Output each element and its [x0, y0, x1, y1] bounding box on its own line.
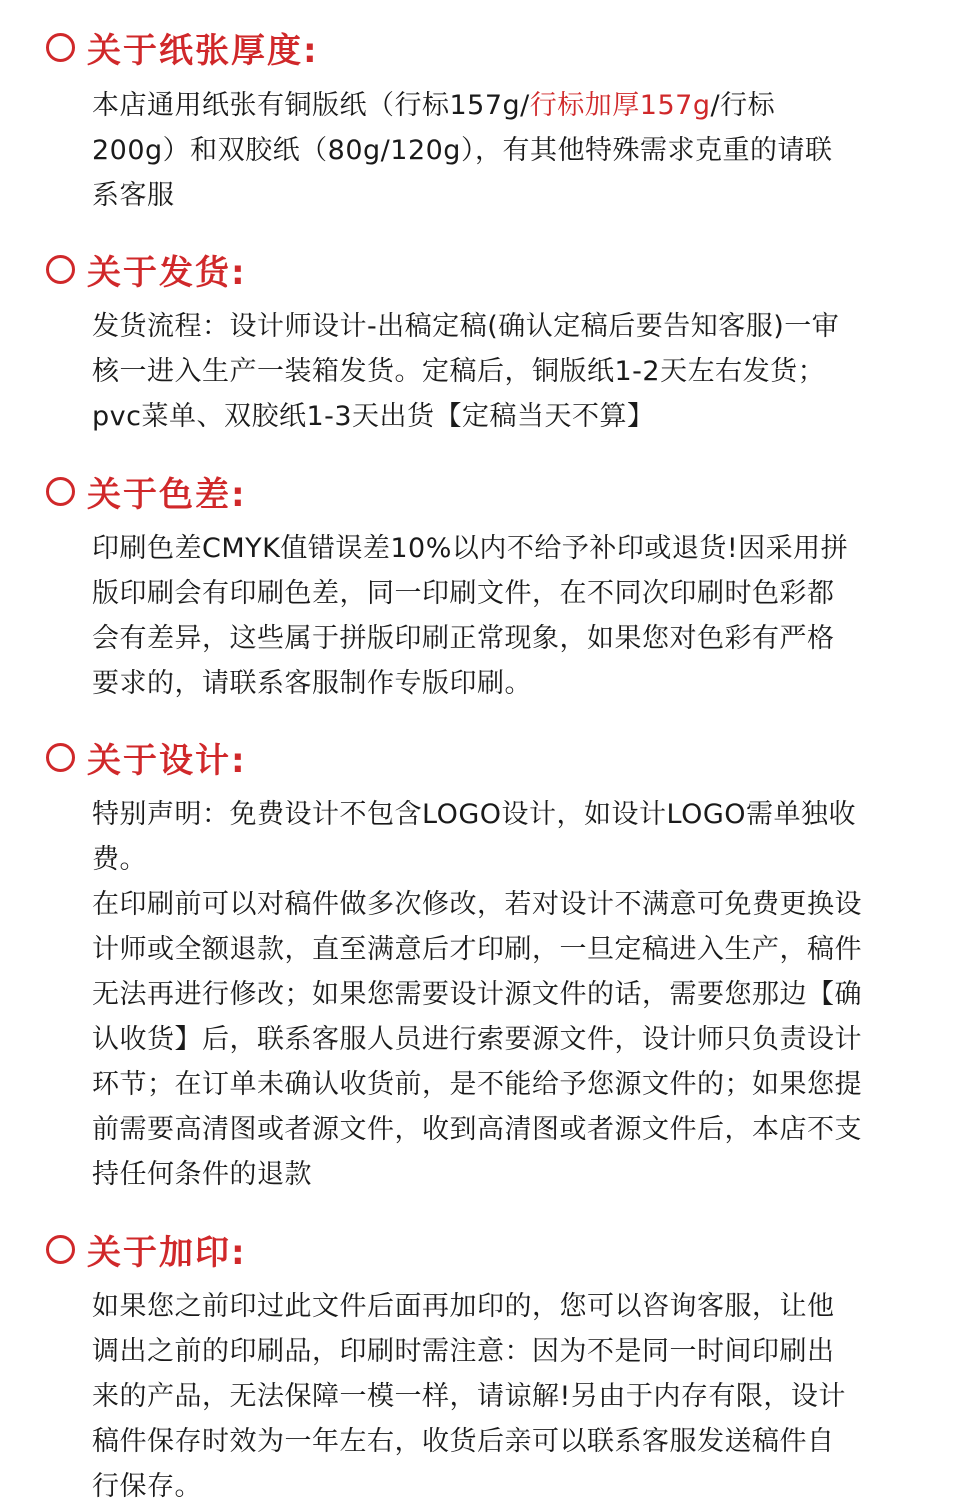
text-run: 行保存。 [92, 1471, 202, 1502]
section-body [92, 83, 912, 218]
section-title: 关于纸张厚度: [87, 30, 319, 71]
text-run: 如果您之前印过此文件后面再加印的，您可以咨询客服，让他 [92, 1291, 835, 1322]
text-run: 200g）和双胶纸（80g/120g），有其他特殊需求克重的请联 [92, 135, 833, 166]
circle-bullet-icon [46, 477, 75, 506]
text-line [92, 1107, 912, 1152]
highlight-text-run: 行标加厚157g [529, 90, 711, 121]
text-line [92, 882, 912, 927]
text-line [92, 1374, 912, 1419]
text-run: 核一进入生产一装箱发货。定稿后，铜版纸1-2天左右发货； [92, 356, 826, 387]
circle-bullet-icon [46, 255, 75, 284]
section-title: 关于色差: [87, 474, 247, 515]
text-line [92, 1419, 912, 1464]
section-heading [46, 246, 247, 292]
text-run: /行标 [710, 90, 776, 121]
section-heading [46, 24, 319, 70]
section-heading [46, 734, 247, 780]
circle-bullet-icon [46, 743, 75, 772]
circle-bullet-icon [46, 33, 75, 62]
circle-bullet-icon [46, 1235, 75, 1264]
section-body [92, 526, 912, 706]
text-run: 要求的，请联系客服制作专版印刷。 [92, 668, 532, 699]
text-line [92, 972, 912, 1017]
text-line [92, 927, 912, 972]
section-title: 关于加印: [87, 1232, 247, 1273]
section-heading [46, 468, 247, 514]
text-run: 持任何条件的退款 [92, 1159, 312, 1190]
text-run: 环节；在订单未确认收货前，是不能给予您源文件的；如果您提 [92, 1069, 862, 1100]
text-line [92, 173, 912, 218]
text-line [92, 83, 912, 128]
section-title: 关于设计: [87, 740, 247, 781]
section-title: 关于发货: [87, 252, 247, 293]
text-line [92, 616, 912, 661]
text-run: 版印刷会有印刷色差，同一印刷文件，在不同次印刷时色彩都 [92, 578, 835, 609]
text-run: 发货流程：设计师设计-出稿定稿(确认定稿后要告知客服)一审 [92, 311, 840, 342]
text-run: 前需要高清图或者源文件，收到高清图或者源文件后，本店不支 [92, 1114, 862, 1145]
text-line [92, 304, 912, 349]
text-line [92, 1464, 912, 1509]
section-body [92, 1284, 912, 1509]
text-run: 在印刷前可以对稿件做多次修改，若对设计不满意可免费更换设 [92, 889, 862, 920]
text-run: 特别声明：免费设计不包含LOGO设计，如设计LOGO需单独收 [92, 799, 857, 830]
text-line [92, 837, 912, 882]
text-line [92, 1152, 912, 1197]
text-run: 系客服 [92, 180, 175, 211]
text-run: 会有差异，这些属于拼版印刷正常现象，如果您对色彩有严格 [92, 623, 835, 654]
text-line [92, 571, 912, 616]
text-run: 来的产品，无法保障一模一样，请谅解!另由于内存有限，设计 [92, 1381, 846, 1412]
text-line [92, 1284, 912, 1329]
text-run: 调出之前的印刷品，印刷时需注意：因为不是同一时间印刷出 [92, 1336, 835, 1367]
text-line [92, 661, 912, 706]
section-heading [46, 1226, 247, 1272]
text-line [92, 1062, 912, 1107]
text-line [92, 1017, 912, 1062]
text-run: 本店通用纸张有铜版纸（行标157g/ [92, 90, 530, 121]
section-body [92, 792, 912, 1197]
text-line [92, 394, 912, 439]
text-line [92, 792, 912, 837]
text-line [92, 128, 912, 173]
text-line [92, 1329, 912, 1374]
text-run: 认收货】后，联系客服人员进行索要源文件，设计师只负责设计 [92, 1024, 862, 1055]
text-line [92, 526, 912, 571]
text-run: 计师或全额退款，直至满意后才印刷，一旦定稿进入生产，稿件 [92, 934, 862, 965]
text-run: 无法再进行修改；如果您需要设计源文件的话，需要您那边【确 [92, 979, 862, 1010]
text-run: 印刷色差CMYK值错误差10%以内不给予补印或退货!因采用拼 [92, 533, 849, 564]
text-run: 稿件保存时效为一年左右，收货后亲可以联系客服发送稿件自 [92, 1426, 835, 1457]
text-run: 费。 [92, 844, 147, 875]
section-body [92, 304, 912, 439]
text-line [92, 349, 912, 394]
text-run: pvc菜单、双胶纸1-3天出货【定稿当天不算】 [92, 401, 655, 432]
